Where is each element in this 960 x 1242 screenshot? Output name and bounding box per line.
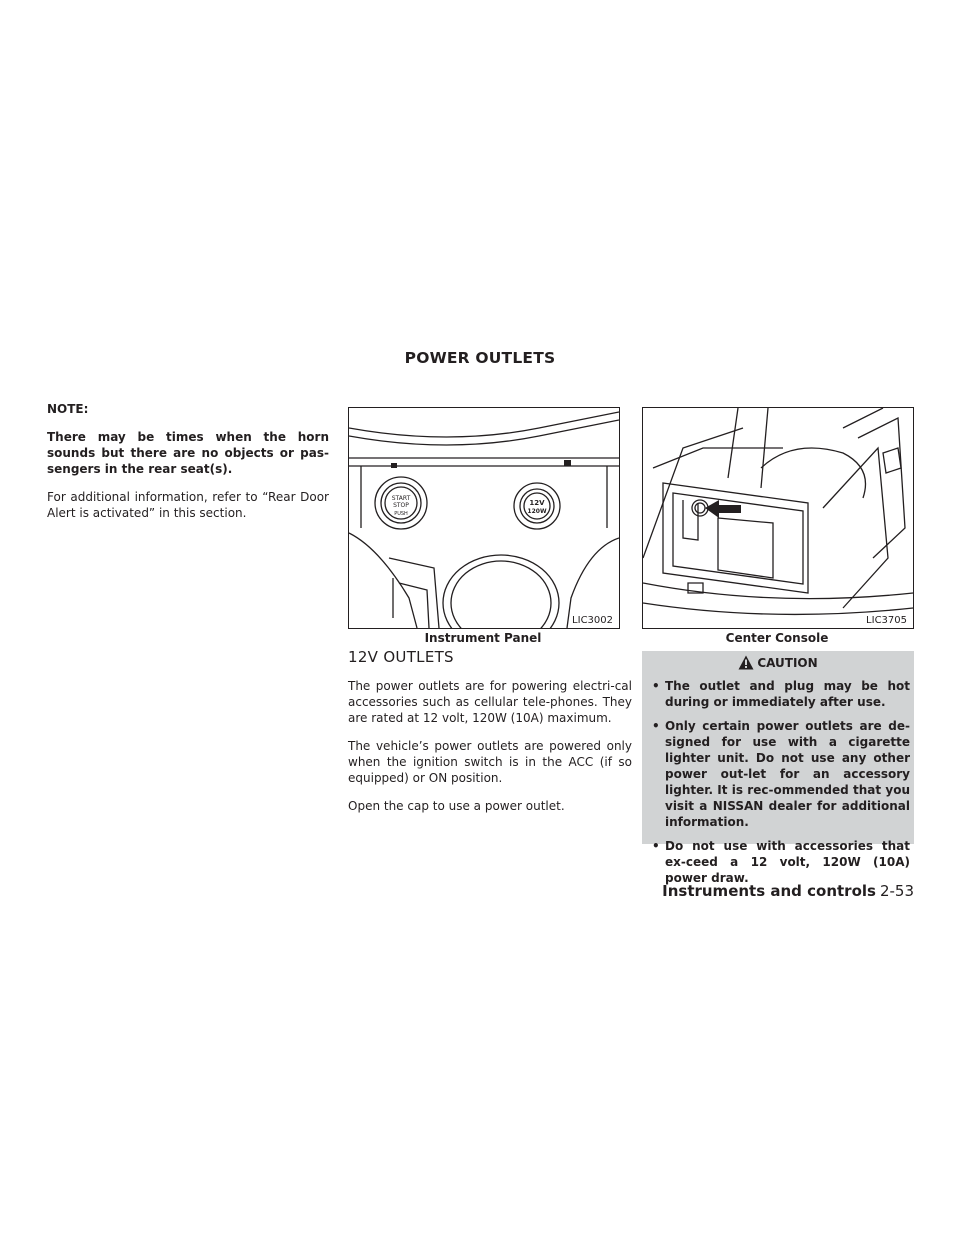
push-label: PUSH (394, 511, 408, 517)
page-footer (662, 882, 914, 900)
center-console-caption: Center Console (725, 631, 829, 645)
caution-list (650, 678, 910, 894)
instrument-panel-illustration (349, 408, 619, 628)
center-console-figure (642, 407, 914, 629)
figure-code: LIC3705 (866, 615, 907, 626)
outlets-section (348, 648, 632, 826)
outlet-12v-label: 12V (529, 499, 545, 507)
caution-title: CAUTION (757, 656, 818, 670)
outlets-heading: 12V OUTLETS (348, 648, 454, 666)
chapter-name: Instruments and controls (662, 882, 876, 900)
start-stop-label-2: STOP (393, 502, 409, 509)
note-reference: For additional information, refer to “Rear Door Alert is activated” in this section. (47, 490, 329, 520)
caution-item: • Only certain power outlets are de-signed for use with a cigarette lighter unit. Do not use any other power out-let for an accessory lighter. It is rec-ommended that you visit a NISSAN dealer for additional information. (650, 718, 910, 830)
caution-header (642, 655, 914, 673)
instrument-panel-figure (348, 407, 620, 629)
outlets-paragraph: Open the cap to use a power outlet. (348, 799, 565, 813)
note-column (47, 402, 329, 533)
caution-box (642, 651, 914, 885)
outlets-paragraph: The power outlets are for powering electri-cal accessories such as cellular tele-phones. They are rated at 12 volt, 120W (10A) maximum. (348, 679, 632, 725)
start-stop-label: START (391, 495, 411, 502)
page-number: 2-53 (879, 882, 914, 900)
section-title: POWER OUTLETS (404, 349, 556, 367)
caution-item: • Do not use with accessories that ex-ceed a 12 volt, 120W (10A) power draw. (650, 838, 910, 886)
arrow-icon (705, 500, 741, 518)
outlets-paragraph: The vehicle’s power outlets are powered only when the ignition switch is in the ACC (if so equipped) or ON position. (348, 739, 632, 785)
outlet-120w-label: 120W (527, 508, 547, 515)
caution-item: • The outlet and plug may be hot during or immediately after use. (650, 678, 910, 710)
warning-triangle-icon (738, 655, 754, 673)
instrument-panel-caption: Instrument Panel (424, 631, 542, 645)
note-label: NOTE: (47, 402, 89, 416)
note-text: There may be times when the horn sounds but there are no objects or pas-sengers in the rear seat(s). (47, 430, 329, 476)
center-console-illustration (643, 408, 913, 628)
figure-code: LIC3002 (572, 615, 613, 626)
